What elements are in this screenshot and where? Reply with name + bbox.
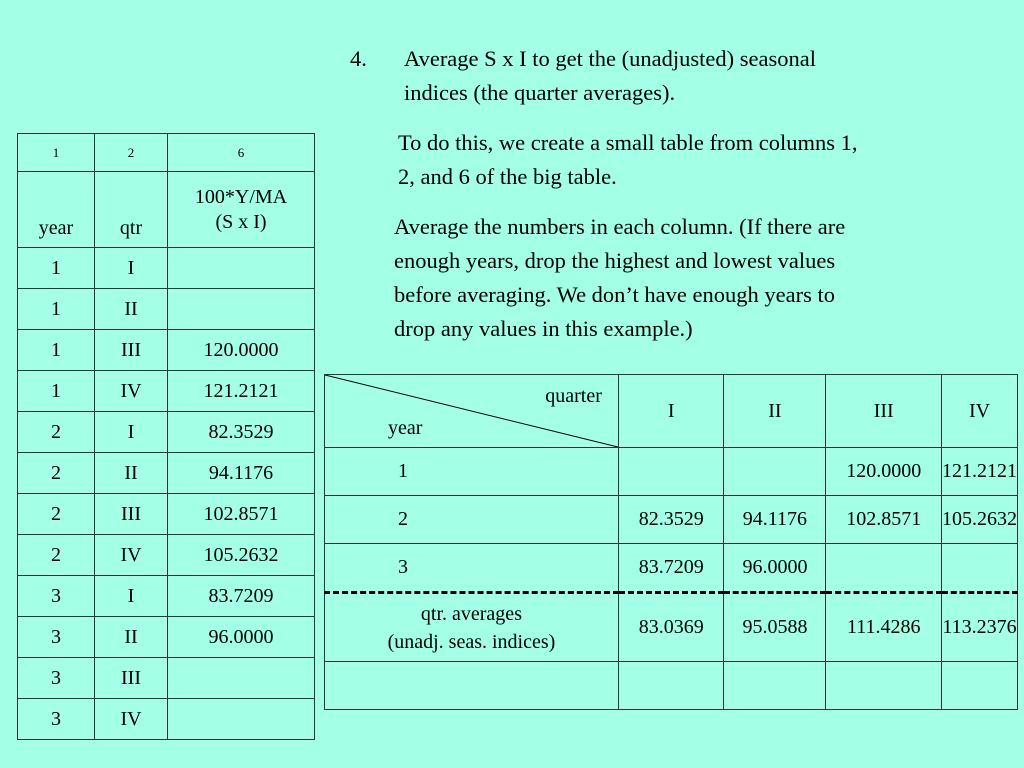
value-cell: 120.0000 bbox=[826, 448, 942, 496]
average-value-cell: 95.0588 bbox=[724, 593, 826, 662]
value-cell: 96.0000 bbox=[168, 617, 315, 658]
table-row bbox=[325, 448, 1018, 496]
step-line-1: Average S x I to get the (unadjusted) seasonal bbox=[404, 46, 816, 71]
empty-cell bbox=[618, 662, 724, 710]
paragraph-2-line-2: 2, and 6 of the big table. bbox=[398, 164, 617, 189]
value-cell: 120.0000 bbox=[168, 330, 315, 371]
value-cell: 105.2632 bbox=[942, 496, 1018, 544]
year-cell: 2 bbox=[18, 453, 95, 494]
table-row bbox=[18, 289, 315, 330]
value-cell: 105.2632 bbox=[168, 535, 315, 576]
averages-label-line-2: (unadj. seas. indices) bbox=[387, 630, 556, 653]
averages-row bbox=[325, 593, 1018, 662]
qtr-cell: II bbox=[95, 617, 168, 658]
paragraph-2-line-1: To do this, we create a small table from columns 1, bbox=[398, 130, 858, 155]
table-row bbox=[18, 248, 315, 289]
value-cell bbox=[724, 448, 826, 496]
value-cell: 94.1176 bbox=[168, 453, 315, 494]
value-cell: 82.3529 bbox=[618, 496, 724, 544]
year-cell: 1 bbox=[18, 371, 95, 412]
averages-label bbox=[325, 593, 619, 662]
header-s-x-i bbox=[168, 172, 315, 248]
header-row bbox=[325, 375, 1018, 448]
paragraph-3-line-3: before averaging. We don’t have enough years to bbox=[394, 282, 835, 307]
qtr-cell: III bbox=[95, 330, 168, 371]
value-cell: 83.7209 bbox=[168, 576, 315, 617]
qtr-cell: I bbox=[95, 576, 168, 617]
value-cell: 102.8571 bbox=[168, 494, 315, 535]
header-year: year bbox=[18, 172, 95, 248]
table-row bbox=[18, 699, 315, 740]
column-number-2: 2 bbox=[95, 134, 168, 172]
average-value-cell: 83.0369 bbox=[618, 593, 724, 662]
qtr-cell: IV bbox=[95, 371, 168, 412]
year-cell: 3 bbox=[18, 658, 95, 699]
qtr-cell: I bbox=[95, 248, 168, 289]
table-row bbox=[18, 412, 315, 453]
step-4 bbox=[350, 42, 1010, 110]
qtr-cell: II bbox=[95, 453, 168, 494]
year-cell: 3 bbox=[18, 617, 95, 658]
year-cell: 3 bbox=[325, 544, 619, 593]
year-cell: 3 bbox=[18, 576, 95, 617]
table-row bbox=[325, 496, 1018, 544]
year-cell: 1 bbox=[325, 448, 619, 496]
value-cell bbox=[168, 658, 315, 699]
header-row bbox=[18, 172, 315, 248]
average-value-cell: 111.4286 bbox=[826, 593, 942, 662]
averages-label-line-1: qtr. averages bbox=[420, 602, 522, 625]
paragraph-3-line-1: Average the numbers in each column. (If there are bbox=[394, 214, 846, 239]
value-cell: 102.8571 bbox=[826, 496, 942, 544]
empty-cell bbox=[942, 662, 1018, 710]
qtr-cell: III bbox=[95, 494, 168, 535]
value-cell bbox=[168, 699, 315, 740]
paragraph-3-line-2: enough years, drop the highest and lowest values bbox=[394, 248, 836, 273]
column-number-6: 6 bbox=[168, 134, 315, 172]
year-cell: 1 bbox=[18, 248, 95, 289]
value-cell: 96.0000 bbox=[724, 544, 826, 593]
value-cell bbox=[826, 544, 942, 593]
value-cell: 121.2121 bbox=[168, 371, 315, 412]
paragraph-table-setup bbox=[350, 126, 1010, 194]
qtr-cell: III bbox=[95, 658, 168, 699]
table-row bbox=[18, 330, 315, 371]
table-row bbox=[18, 576, 315, 617]
header-s-x-i-line-2: (S x I) bbox=[215, 210, 267, 233]
header-s-x-i-line-1: 100*Y/MA bbox=[194, 185, 288, 208]
table-row bbox=[18, 453, 315, 494]
corner-header-cell bbox=[325, 375, 619, 448]
average-value-cell: 113.2376 bbox=[942, 593, 1018, 662]
header-qtr: qtr bbox=[95, 172, 168, 248]
table-row bbox=[325, 544, 1018, 593]
source-data-table bbox=[17, 133, 315, 740]
corner-label-year: year bbox=[388, 417, 423, 439]
empty-row bbox=[325, 662, 1018, 710]
year-cell: 2 bbox=[325, 496, 619, 544]
qtr-cell: I bbox=[95, 412, 168, 453]
year-cell: 2 bbox=[18, 535, 95, 576]
year-cell: 1 bbox=[18, 289, 95, 330]
paragraph-3-line-4: drop any values in this example.) bbox=[394, 316, 693, 341]
table-row bbox=[18, 535, 315, 576]
step-number: 4. bbox=[350, 46, 367, 71]
quarter-header: III bbox=[826, 375, 942, 448]
qtr-cell: IV bbox=[95, 699, 168, 740]
value-cell bbox=[942, 544, 1018, 593]
quarter-header: II bbox=[724, 375, 826, 448]
value-cell bbox=[168, 289, 315, 330]
column-number-1: 1 bbox=[18, 134, 95, 172]
value-cell: 94.1176 bbox=[724, 496, 826, 544]
value-cell: 82.3529 bbox=[168, 412, 315, 453]
quarter-header: IV bbox=[942, 375, 1018, 448]
year-cell: 2 bbox=[18, 412, 95, 453]
value-cell: 121.2121 bbox=[942, 448, 1018, 496]
table-row bbox=[18, 658, 315, 699]
year-cell: 2 bbox=[18, 494, 95, 535]
table-row bbox=[18, 371, 315, 412]
year-cell: 1 bbox=[18, 330, 95, 371]
empty-cell bbox=[724, 662, 826, 710]
empty-cell bbox=[826, 662, 942, 710]
value-cell: 83.7209 bbox=[618, 544, 724, 593]
seasonal-index-table bbox=[324, 374, 1018, 710]
year-cell: 3 bbox=[18, 699, 95, 740]
table-row bbox=[18, 494, 315, 535]
column-number-row bbox=[18, 134, 315, 172]
paragraph-averaging bbox=[350, 210, 1010, 346]
table-row bbox=[18, 617, 315, 658]
empty-cell bbox=[325, 662, 619, 710]
qtr-cell: II bbox=[95, 289, 168, 330]
corner-label-quarter: quarter bbox=[545, 385, 602, 407]
instruction-text bbox=[350, 42, 1010, 346]
value-cell bbox=[168, 248, 315, 289]
value-cell bbox=[618, 448, 724, 496]
qtr-cell: IV bbox=[95, 535, 168, 576]
step-line-2: indices (the quarter averages). bbox=[404, 80, 676, 105]
quarter-header: I bbox=[618, 375, 724, 448]
